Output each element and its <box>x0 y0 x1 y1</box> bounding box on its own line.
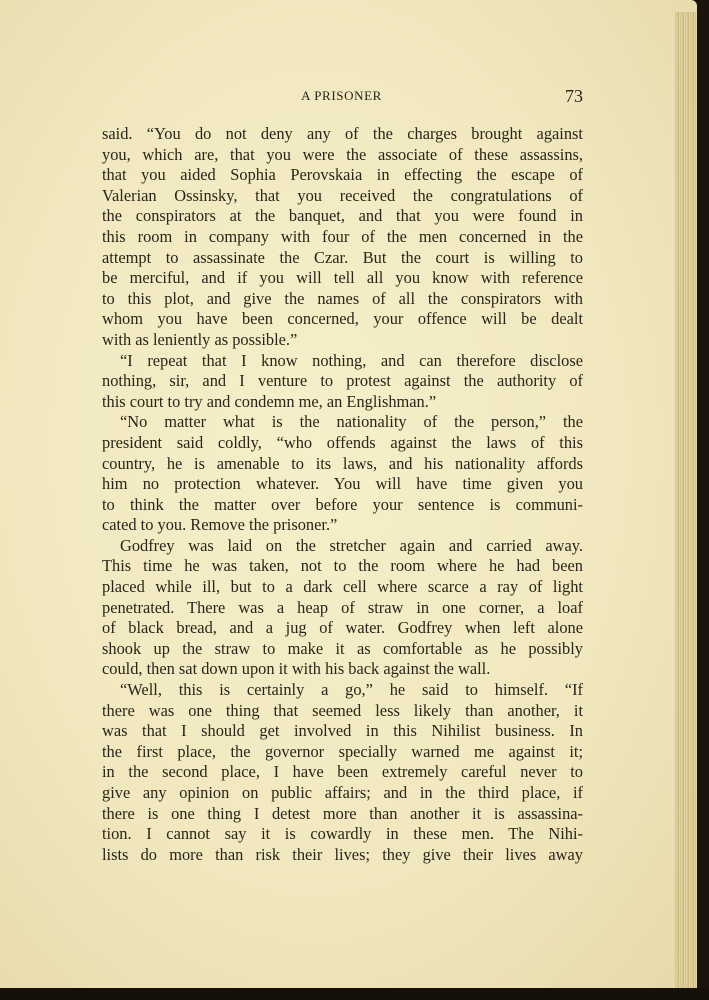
text-line: penetrated. There was a heap of straw in one corner, a loaf <box>102 597 583 617</box>
text-line: this room in company with four of the men concerned in the <box>102 226 583 246</box>
text-line: said. “You do not deny any of the charges brought against <box>102 124 583 143</box>
text-line: “No matter what is the nationality of the person,” the <box>120 412 583 432</box>
text-line: nothing, sir, and I venture to protest against the authority of <box>102 371 583 391</box>
text-line: to this plot, and give the names of all the conspirators with <box>102 288 583 308</box>
text-line: placed while ill, but to a dark cell where scarce a ray of light <box>102 577 583 597</box>
text-line: Valerian Ossinsky, that you received the congratulations of <box>102 185 583 205</box>
text-line: cated to you. Remove the prisoner.” <box>102 515 338 535</box>
text-line: the conspirators at the banquet, and that you were found in <box>102 206 583 226</box>
book-bottom-edge <box>0 988 709 1000</box>
body-text <box>102 124 583 865</box>
text-line: “I repeat that I know nothing, and can therefore disclose <box>120 350 583 370</box>
text-line: was that I should get involved in this Nihilist business. In <box>102 721 583 741</box>
text-line: attempt to assassinate the Czar. But the court is willing to <box>102 247 583 267</box>
text-line: him no protection whatever. You will have time given you <box>102 474 583 494</box>
text-line: shook up the straw to make it as comfortable as he possibly <box>102 638 583 658</box>
text-line: there was one thing that seemed less likely than another, it <box>102 700 583 720</box>
page-header <box>100 86 583 110</box>
text-line: there is one thing I detest more than another it is assassina- <box>102 803 583 823</box>
text-line: lists do more than risk their lives; they give their lives away <box>102 844 583 864</box>
text-line: this court to try and condemn me, an Englishman.” <box>102 391 437 411</box>
text-line: of black bread, and a jug of water. Godfrey when left alone <box>102 618 583 638</box>
text-line: that you aided Sophia Perovskaia in effecting the escape of <box>102 165 583 185</box>
text-line: Godfrey was laid on the stretcher again and carried away. <box>120 535 583 555</box>
text-line: tion. I cannot say it is cowardly in these men. The Nihi- <box>102 824 583 844</box>
text-line: in the second place, I have been extremely careful never to <box>102 762 583 782</box>
text-line: could, then sat down upon it with his back against the wall. <box>102 659 491 679</box>
text-line: be merciful, and if you will tell all you know with reference <box>102 268 583 288</box>
text-line: the first place, the governor specially warned me against it; <box>102 741 583 761</box>
text-line: to think the matter over before your sentence is communi- <box>102 494 583 514</box>
running-head: A PRISONER <box>301 88 382 103</box>
text-line: country, he is amenable to its laws, and his nationality affords <box>102 453 583 473</box>
text-line: president said coldly, “who offends against the laws of this <box>102 432 583 452</box>
text-line: with as leniently as possible.” <box>102 329 298 349</box>
text-line: you, which are, that you were the associate of these assassins, <box>102 144 583 164</box>
text-line: give any opinion on public affairs; and in the third place, if <box>102 783 583 802</box>
text-line: whom you have been concerned, your offence will be dealt <box>102 309 583 329</box>
page-edge-stack <box>675 12 697 992</box>
text-line: This time he was taken, not to the room where he had been <box>102 556 583 576</box>
page-number: 73 <box>565 86 583 106</box>
text-line: “Well, this is certainly a go,” he said to himself. “If <box>120 680 583 700</box>
